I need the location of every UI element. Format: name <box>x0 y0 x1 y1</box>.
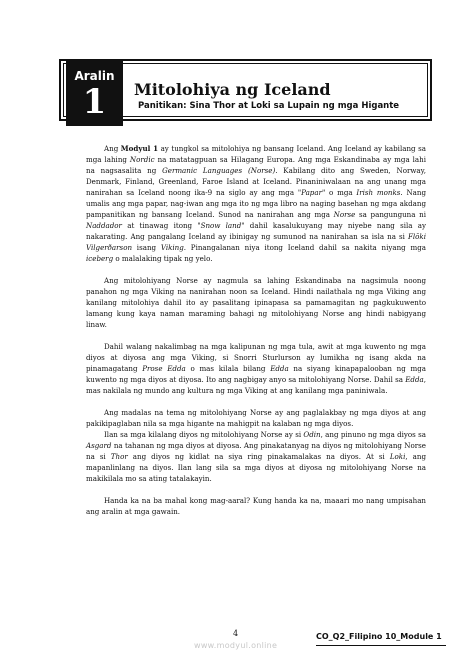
p3-text-4: , mas nakilala ng mundo ang kultura ng mga Viking at ang kanilang mga paniniwala. <box>86 375 426 395</box>
term-nordic: Nordic <box>129 155 155 164</box>
p1-text-2: na matatagpuan sa Hilagang Europa. Ang mga Eskandinaba ay mga lahi na nagsasalita ng <box>86 155 426 175</box>
aralin-label: Aralin <box>74 69 115 83</box>
paragraph-norse-origin: Ang mitolohiyang Norse ay nagmula sa lahing Eskandinaba na nagsimula noong panahon ng mga Viking na nanirahan noon sa Iceland. Hindi nailathala ng mga Viking ang kanilang mitolohiya dahil ito ay pasalitang ipinapasa sa pamamagitan ng pagkukuwento lamang kung kaya naman maraming bahagi ng mitolohiyang Norse ang hindi nabigyang linaw. <box>86 276 426 329</box>
term-floki: Flōki Vilgerðarson <box>86 232 426 252</box>
p3-text-2: o mas kilala bilang <box>185 364 271 373</box>
term-naddador: Naddador <box>86 221 122 230</box>
paragraph-themes: Ang madalas na tema ng mitolohiyang Norse ay ang paglalakbay ng mga diyos at ang pakikipaglaban nila sa mga higante na mahigpit na kalaban ng mga diyos. <box>86 408 426 428</box>
p1-text-9: isang <box>132 243 161 252</box>
term-norse: Norse <box>333 210 356 219</box>
p1-text-6: sa pangunguna ni <box>355 210 426 219</box>
p3-text-1: Dahil walang nakalimbag na mga kalipunan ng mga tula, awit at mga kuwento ng mga diyos at diyosa ang mga Viking, si Snorri Sturlurson ay lumikha ng isang akda na pinamagatang <box>86 342 426 373</box>
paragraph-edda <box>86 341 426 396</box>
p1-text-1: ay tungkol sa mitolohiya ng bansang Iceland. Ang Iceland ay kabilang sa mga lahing <box>86 144 426 164</box>
term-irish-monks: Irish monks. <box>356 188 403 197</box>
lesson-body <box>86 143 426 528</box>
p1-text-7: at tinawag itong <box>121 221 198 230</box>
term-prose-edda: Prose Edda <box>142 364 186 373</box>
p5-text-1: Ilan sa mga kilalang diyos ng mitolohiyang Norse ay si <box>104 430 304 439</box>
term-asgard: Asgard <box>86 441 112 450</box>
p1-text-3: Kabilang dito ang Sweden, Norway, Denmark, Finland, Greenland, Faroe Island at Iceland. Pinaniniwalaan na ang unang mga nanirahan sa Iceland noong ika-9 na siglo ay ang mga <box>86 166 426 197</box>
page-number: 4 <box>233 629 239 638</box>
term-snow-land: "Snow land" <box>197 221 245 230</box>
term-thor: Thor <box>110 452 128 461</box>
p3-text-3: na siyang kinapapalooban ng mga kuwento ng mga diyos at diyosa. Ito ang nagbigay anyo sa mitolohiyang Norse. Dahil sa <box>86 364 426 384</box>
term-edda: Edda <box>270 364 289 373</box>
aralin-number: 1 <box>82 82 107 122</box>
lesson-title: Mitolohiya ng Iceland <box>134 80 331 99</box>
p5-text-2: , ang pinuno ng mga diyos sa <box>320 430 426 439</box>
footer-rule <box>316 645 446 646</box>
paragraph-intro <box>86 143 426 264</box>
term-loki: Loki <box>389 452 406 461</box>
term-odin: Odin <box>303 430 321 439</box>
term-germanic: Germanic Languages (Norse). <box>162 166 278 175</box>
term-viking: Viking <box>160 243 184 252</box>
term-papar: "Papar" <box>297 188 326 197</box>
term-iceberg: iceberg <box>86 254 114 263</box>
watermark: www.modyul.online <box>194 641 278 650</box>
p5-text-3: na tahanan ng mga diyos at diyosa. Ang pinakatanyag na diyos ng mitolohiyang Norse na si <box>86 441 426 461</box>
p1-text-4: o mga <box>325 188 357 197</box>
module-code: CO_Q2_Filipino 10_Module 1 <box>316 632 442 641</box>
p5-text-4: ang diyos ng kidlat na siya ring pinakamalakas na diyos. At si <box>127 452 390 461</box>
p5-text-5: , ang mapanlinlang na diyos. Ilan lang sila sa mga diyos at diyosa ng mitolohiyang Norse na makikilala mo sa ating tatalakayin. <box>86 452 427 483</box>
paragraph-closing: Handa ka na ba mahal kong mag-aaral? Kung handa ka na, maaari mo nang umpisahan ang aralin at mga gawain. <box>86 496 426 516</box>
lesson-subtitle: Panitikan: Sina Thor at Loki sa Lupain ng mga Higante <box>138 101 400 111</box>
p1-text-5: Nang umalis ang mga papar, nag-iwan ang mga ito ng mga libro na naging basehan ng mga akdang pampanitikan ng bansang Iceland. Sunod na nanirahan ang mga <box>86 188 426 219</box>
modyul-label: Modyul 1 <box>120 144 159 153</box>
p1-text-11: o malalaking tipak ng yelo. <box>113 254 213 263</box>
p1-text-8: dahil kasalukuyang may niyebe nang sila ay nakarating. Ang pangalang Iceland ay ibinigay ng sumunod na nanirahan sa isla na si <box>86 221 427 241</box>
paragraph-gods <box>86 429 426 484</box>
p1-text-10: . Pinangalanan niya itong Iceland dahil sa nakita niyang mga <box>183 243 426 252</box>
aralin-badge <box>66 60 123 126</box>
p1-lead: Ang <box>104 144 121 153</box>
term-edda-2: Edda <box>405 375 424 384</box>
